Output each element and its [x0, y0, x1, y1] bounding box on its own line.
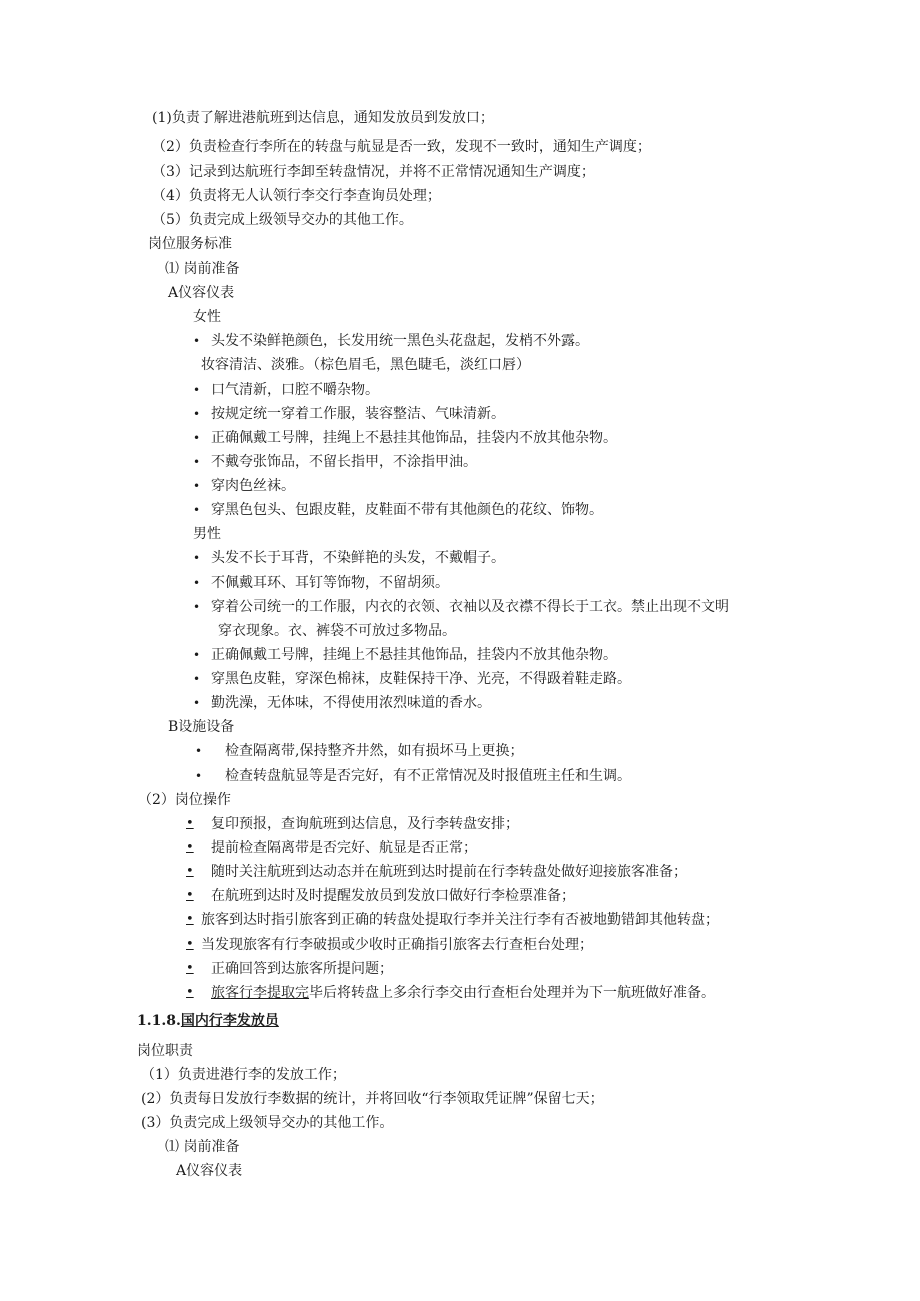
list-item: 穿肉色丝袜。: [211, 478, 295, 494]
list-item: 旅客到达时指引旅客到正确的转盘处提取行李并关注行李有否被地勤错卸其他转盘；: [201, 912, 719, 928]
list-item: 穿黑色皮鞋，穿深色棉袜，皮鞋保持干净、光亮，不得趿着鞋走路。: [211, 671, 631, 687]
list-item: 不佩戴耳环、耳钉等饰物，不留胡须。: [211, 575, 449, 591]
duty-line: (2）负责每日发放行李数据的统计，并将回收“行李领取凭证牌”保留七天；: [141, 1091, 604, 1107]
bullet-icon: •: [193, 383, 201, 397]
underlined-text: 旅客行李提取完: [211, 985, 309, 1001]
list-item: 穿着公司统一的工作服，内衣的衣领、衣袖以及衣襟不得长于工衣。禁止出现不文明: [211, 599, 729, 615]
duty-line: (1)负责了解进港航班到达信息，通知发放员到发放口；: [152, 110, 494, 126]
list-item: 头发不长于耳背，不染鲜艳的头发，不戴帽子。: [211, 550, 505, 566]
section-number: 1.1.8.: [137, 1013, 181, 1029]
list-item: 正确佩戴工号牌，挂绳上不悬挂其他饰品，挂袋内不放其他杂物。: [211, 430, 617, 446]
bullet-icon: •: [186, 840, 194, 855]
bullet-icon: •: [186, 912, 194, 927]
list-item: 妆容清洁、淡雅。（棕色眉毛，黑色睫毛，淡红口唇）: [201, 357, 530, 373]
duty-line: （4）负责将无人认领行李交行李查询员处理；: [152, 188, 441, 204]
bullet-icon: •: [186, 961, 194, 976]
bullet-icon: •: [193, 672, 201, 686]
list-item: [211, 983, 715, 1003]
bullet-icon: •: [186, 888, 194, 903]
bullet-icon: •: [186, 864, 194, 879]
duty-line: （5）负责完成上级领导交办的其他工作。: [152, 212, 413, 228]
list-item: 随时关注航班到达动态并在航班到达时提前在行李转盘处做好迎接旅客准备；: [211, 864, 687, 880]
list-item-continued: 穿衣现象。衣、裤袋不可放过多物品。: [218, 623, 456, 639]
list-item: 按规定统一穿着工作服，装容整洁、气味清新。: [211, 406, 505, 422]
bullet-icon: •: [193, 503, 201, 517]
bullet-icon: •: [186, 937, 194, 952]
list-item: 穿黑色包头、包跟皮鞋，皮鞋面不带有其他颜色的花纹、饰物。: [211, 502, 603, 518]
appearance-heading: A仪容仪表: [168, 285, 235, 301]
prep-heading: ⑴ 岗前准备: [165, 261, 240, 277]
bullet-icon: •: [186, 816, 194, 831]
bullet-icon: •: [195, 769, 203, 783]
bullet-icon: •: [193, 407, 201, 421]
list-item: 口气清新，口腔不嚼杂物。: [211, 382, 379, 398]
section-title: 国内行李发放员: [180, 1013, 279, 1029]
duties-heading: 岗位职责: [137, 1043, 193, 1059]
bullet-icon: •: [193, 479, 201, 493]
list-item: 在航班到达时及时提醒发放员到发放口做好行李检票准备；: [211, 888, 575, 904]
list-item: 检查转盘航显等是否完好，有不正常情况及时报值班主任和生调。: [225, 768, 631, 784]
bullet-icon: •: [193, 551, 201, 565]
duty-line: （2）负责检查行李所在的转盘与航显是否一致，发现不一致时，通知生产调度；: [152, 139, 651, 155]
list-item: 提前检查隔离带是否完好、航显是否正常；: [211, 840, 477, 856]
appearance-heading: A仪容仪表: [176, 1163, 243, 1179]
list-item: 不戴夸张饰品，不留长指甲，不涂指甲油。: [211, 454, 477, 470]
list-item: 复印预报，查询航班到达信息，及行李转盘安排；: [211, 816, 519, 832]
prep-heading: ⑴ 岗前准备: [165, 1139, 240, 1155]
list-item: 头发不染鲜艳颜色，长发用统一黑色头花盘起，发梢不外露。: [211, 333, 589, 349]
list-item: 正确佩戴工号牌，挂绳上不悬挂其他饰品，挂袋内不放其他杂物。: [211, 647, 617, 663]
list-item: 检查隔离带,保持整齐井然，如有损坏马上更换；: [225, 743, 524, 759]
bullet-icon: •: [193, 600, 201, 614]
list-item: 正确回答到达旅客所提问题；: [211, 961, 393, 977]
facilities-heading: B设施设备: [168, 719, 235, 735]
bullet-icon: •: [193, 334, 201, 348]
bullet-icon: •: [186, 985, 194, 1000]
bullet-icon: •: [193, 648, 201, 662]
bullet-icon: •: [193, 696, 201, 710]
section-heading: [137, 1011, 279, 1031]
list-item: 当发现旅客有行李破损或少收时正确指引旅客去行查柜台处理；: [201, 937, 593, 953]
bullet-icon: •: [193, 455, 201, 469]
bullet-icon: •: [193, 431, 201, 445]
male-label: 男性: [193, 526, 221, 542]
duty-line: （3）记录到达航班行李卸至转盘情况，并将不正常情况通知生产调度；: [152, 164, 595, 180]
list-item: 勤洗澡，无体味，不得使用浓烈味道的香水。: [211, 695, 491, 711]
standards-heading: 岗位服务标准: [148, 236, 232, 252]
operations-heading: （2）岗位操作: [138, 792, 231, 808]
bullet-icon: •: [193, 576, 201, 590]
bullet-icon: •: [195, 744, 203, 758]
duty-line: (3）负责完成上级领导交办的其他工作。: [141, 1115, 394, 1131]
duty-line: （1）负责进港行李的发放工作；: [141, 1067, 346, 1083]
female-label: 女性: [193, 309, 221, 325]
list-item-rest: 毕后将转盘上多余行李交由行查柜台处理并为下一航班做好准备。: [309, 985, 715, 1001]
